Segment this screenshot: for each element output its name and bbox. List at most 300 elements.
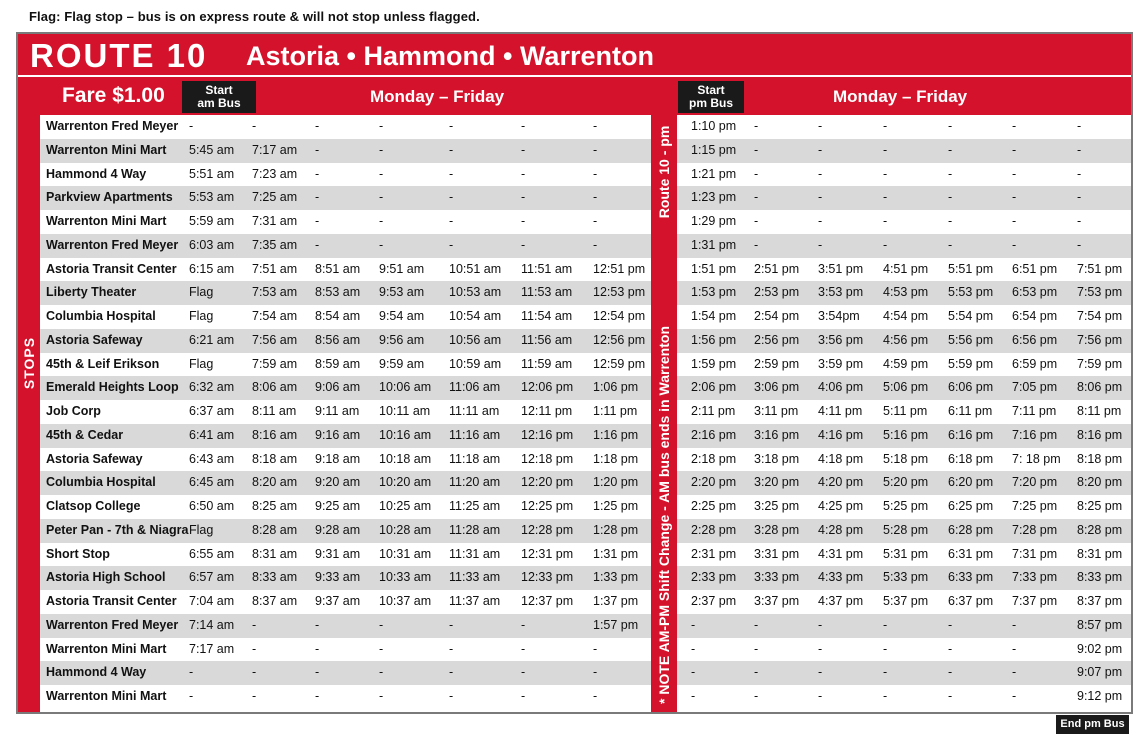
am-time-cell: - [449, 190, 454, 205]
pm-time-cell: 2:31 pm [691, 546, 737, 561]
table-row [40, 115, 1131, 139]
pm-time-cell: 2:25 pm [691, 499, 737, 513]
am-time-cell: 8:54 am [315, 309, 361, 323]
am-time-cell: 1:16 pm [593, 427, 639, 442]
am-time-cell: 10:25 am [379, 499, 432, 513]
stop-name: Astoria Transit Center [46, 261, 177, 276]
table-row [40, 685, 1131, 709]
am-time-cell: 6:45 am [189, 475, 235, 490]
am-time-cell: - [379, 641, 384, 656]
stop-name: Astoria Safeway [46, 451, 143, 466]
pm-time-cell: 3:18 pm [754, 451, 800, 466]
am-time-cell: - [449, 641, 454, 656]
am-time-cell: 12:31 pm [521, 546, 574, 561]
pm-time-cell: - [1012, 237, 1017, 252]
pm-time-cell: 1:59 pm [691, 356, 737, 371]
am-time-cell: 6:43 am [189, 451, 235, 466]
pm-time-cell: 8:33 pm [1077, 570, 1123, 585]
am-time-cell: Flag [189, 309, 214, 323]
am-time-cell: 7:25 am [252, 190, 298, 205]
am-time-cell: 6:50 am [189, 499, 235, 513]
am-time-cell: Flag [189, 285, 214, 300]
table-row [40, 400, 1131, 424]
pm-time-cell: - [818, 689, 823, 703]
stop-name: Hammond 4 Way [46, 665, 147, 680]
pm-time-cell: - [883, 665, 888, 680]
am-time-cell: - [521, 237, 526, 252]
pm-time-cell: 7:16 pm [1012, 427, 1058, 442]
am-time-cell: 6:57 am [189, 570, 235, 585]
am-time-cell: 10:51 am [449, 261, 502, 276]
stops-band [18, 115, 40, 712]
pm-time-cell: 7:51 pm [1077, 261, 1123, 276]
pm-time-cell: - [818, 641, 823, 656]
am-time-cell: - [521, 166, 526, 181]
pm-time-cell: - [1012, 190, 1017, 205]
pm-time-cell: 1:15 pm [691, 142, 737, 157]
pm-time-cell: 3:11 pm [754, 404, 799, 418]
pm-time-cell: 7: 18 pm [1012, 451, 1061, 466]
pm-time-cell: 8:37 pm [1077, 594, 1123, 608]
pm-time-cell: 7:33 pm [1012, 570, 1058, 585]
am-time-cell: 9:33 am [315, 570, 361, 585]
pm-time-cell: 6:53 pm [1012, 285, 1058, 300]
am-time-cell: 9:53 am [379, 285, 425, 300]
pm-time-cell: 8:28 pm [1077, 522, 1123, 537]
stop-name: Warrenton Mini Mart [46, 142, 167, 157]
am-time-cell: 5:59 am [189, 214, 235, 228]
am-time-cell: - [315, 617, 320, 632]
pm-time-cell: - [948, 190, 953, 205]
pm-time-cell: 5:18 pm [883, 451, 929, 466]
pm-time-cell: 9:02 pm [1077, 641, 1123, 656]
pm-time-cell: 5:28 pm [883, 522, 929, 537]
pm-time-cell: 3:31 pm [754, 546, 800, 561]
pm-time-cell: 5:06 pm [883, 380, 929, 395]
am-time-cell: 11:06 am [449, 380, 501, 395]
am-time-cell: 10:31 am [379, 546, 432, 561]
table-row [40, 519, 1131, 543]
am-time-cell: 10:18 am [379, 451, 432, 466]
am-time-cell: 11:59 am [521, 356, 573, 371]
table-row [40, 448, 1131, 472]
pm-time-cell: 5:25 pm [883, 499, 929, 513]
stop-name: Peter Pan - 7th & Niagra [46, 522, 189, 537]
table-row [40, 471, 1131, 495]
start-pm-line1: Start [697, 83, 725, 97]
pm-time-cell: 4:18 pm [818, 451, 864, 466]
am-time-cell: 9:51 am [379, 261, 425, 276]
am-time-cell: 10:06 am [379, 380, 432, 395]
am-time-cell: 11:37 am [449, 594, 501, 608]
am-time-cell: - [379, 214, 384, 228]
pm-time-cell: - [1012, 617, 1017, 632]
pm-time-cell: - [883, 237, 888, 252]
am-time-cell: - [593, 214, 598, 228]
am-time-cell: 11:54 am [521, 309, 573, 323]
table-row [40, 186, 1131, 210]
am-time-cell: 12:37 pm [521, 594, 574, 608]
pm-time-cell: - [883, 190, 888, 205]
am-time-cell: 7:59 am [252, 356, 298, 371]
column-header [18, 77, 1131, 115]
am-time-cell: 11:56 am [521, 332, 573, 347]
am-time-cell: 9:11 am [315, 404, 360, 418]
stop-name: Job Corp [46, 404, 101, 418]
route-towns: Astoria • Hammond • Warrenton [246, 41, 654, 71]
pm-time-cell: 7:25 pm [1012, 499, 1058, 513]
am-time-cell: 8:37 am [252, 594, 298, 608]
pm-time-cell: - [754, 166, 759, 181]
am-time-cell: 11:51 am [521, 261, 573, 276]
days-pm-label: Monday – Friday [833, 87, 968, 106]
note-route-pm: Route 10 - pm [656, 125, 672, 219]
pm-time-cell: - [883, 119, 888, 133]
pm-time-cell: 6:37 pm [948, 594, 994, 608]
am-time-cell: 9:28 am [315, 522, 361, 537]
pm-time-cell: 4:54 pm [883, 309, 929, 323]
am-time-cell: 9:59 am [379, 356, 425, 371]
pm-time-cell: 5:11 pm [883, 404, 928, 418]
pm-time-cell: - [754, 142, 759, 157]
pm-time-cell: 2:18 pm [691, 451, 737, 466]
am-time-cell: 10:56 am [449, 332, 502, 347]
stops-label: STOPS [21, 336, 37, 390]
pm-time-cell: 9:12 pm [1077, 689, 1123, 703]
am-time-cell: 7:53 am [252, 285, 298, 300]
pm-time-cell: 5:53 pm [948, 285, 994, 300]
pm-time-cell: 5:51 pm [948, 261, 994, 276]
stop-name: Astoria High School [46, 570, 166, 585]
am-time-cell: 7:23 am [252, 166, 298, 181]
pm-time-cell: 2:28 pm [691, 522, 737, 537]
pm-time-cell: 7:31 pm [1012, 546, 1058, 561]
pm-time-cell: 4:31 pm [818, 546, 864, 561]
pm-time-cell: 3:33 pm [754, 570, 800, 585]
end-pm-bus-label: End pm Bus [1056, 715, 1129, 734]
am-time-cell: 6:41 am [189, 427, 235, 442]
table-row [40, 661, 1131, 685]
am-time-cell: 6:21 am [189, 332, 235, 347]
am-time-cell: 7:51 am [252, 261, 298, 276]
pm-time-cell: 1:53 pm [691, 285, 737, 300]
table-row [40, 329, 1131, 353]
am-time-cell: 12:16 pm [521, 427, 574, 442]
pm-time-cell: - [1012, 214, 1017, 228]
am-time-cell: - [315, 119, 320, 133]
am-time-cell: - [521, 617, 526, 632]
am-time-cell: 8:16 am [252, 427, 298, 442]
pm-time-cell: - [1077, 142, 1082, 157]
pm-time-cell: - [818, 166, 823, 181]
days-am-label: Monday – Friday [370, 87, 505, 106]
pm-time-cell: 1:29 pm [691, 214, 737, 228]
am-time-cell: 6:15 am [189, 261, 235, 276]
am-time-cell: 5:53 am [189, 190, 235, 205]
am-time-cell: 12:18 pm [521, 451, 574, 466]
pm-time-cell: 8:31 pm [1077, 546, 1123, 561]
pm-time-cell: - [754, 689, 759, 703]
table-row [40, 163, 1131, 187]
table-row [40, 376, 1131, 400]
am-time-cell: - [252, 119, 257, 133]
am-time-cell: - [593, 190, 598, 205]
pm-time-cell: - [1077, 214, 1082, 228]
pm-time-cell: 6:18 pm [948, 451, 994, 466]
am-time-cell: 1:06 pm [593, 380, 639, 395]
am-time-cell: 7:54 am [252, 309, 298, 323]
am-time-cell: - [593, 237, 598, 252]
start-am-bus-label [182, 81, 256, 113]
pm-time-cell: - [948, 617, 953, 632]
am-time-cell: 12:51 pm [593, 261, 646, 276]
am-time-cell: 10:33 am [379, 570, 432, 585]
am-time-cell: - [252, 665, 257, 680]
table-row [40, 638, 1131, 662]
pm-time-cell: 7:05 pm [1012, 380, 1058, 395]
table-row [40, 305, 1131, 329]
pm-time-cell: 8:20 pm [1077, 475, 1123, 490]
pm-time-cell: - [691, 641, 696, 656]
am-time-cell: 8:11 am [252, 404, 297, 418]
stop-name: Liberty Theater [46, 285, 137, 300]
pm-time-cell: 1:23 pm [691, 190, 737, 205]
pm-time-cell: - [883, 689, 888, 703]
pm-time-cell: - [754, 641, 759, 656]
am-time-cell: 6:32 am [189, 380, 235, 395]
schedule-frame [16, 32, 1133, 714]
am-time-cell: 1:11 pm [593, 404, 638, 418]
pm-time-cell: - [818, 190, 823, 205]
stop-name: Emerald Heights Loop [46, 380, 179, 395]
pm-time-cell: - [818, 617, 823, 632]
table-row [40, 353, 1131, 377]
pm-time-cell: - [818, 142, 823, 157]
am-time-cell: 12:54 pm [593, 309, 646, 323]
am-time-cell: 11:16 am [449, 427, 501, 442]
pm-time-cell: 4:20 pm [818, 475, 864, 490]
start-pm-bus-label [678, 81, 744, 113]
am-time-cell: - [379, 617, 384, 632]
pm-time-cell: 2:56 pm [754, 332, 800, 347]
pm-time-cell: 4:16 pm [818, 427, 864, 442]
am-time-cell: - [315, 237, 320, 252]
stop-name: Clatsop College [46, 499, 141, 513]
stop-name: Columbia Hospital [46, 309, 156, 323]
pm-time-cell: 5:31 pm [883, 546, 929, 561]
pm-time-cell: 3:06 pm [754, 380, 800, 395]
pm-time-cell: 6:11 pm [948, 404, 993, 418]
stop-name: 45th & Cedar [46, 427, 124, 442]
pm-time-cell: 6:59 pm [1012, 356, 1058, 371]
pm-time-cell: 3:37 pm [754, 594, 800, 608]
am-time-cell: 12:56 pm [593, 332, 646, 347]
am-time-cell: - [252, 689, 257, 703]
pm-time-cell: 3:51 pm [818, 261, 864, 276]
am-time-cell: 11:53 am [521, 285, 573, 300]
am-time-cell: - [252, 641, 257, 656]
pm-time-cell: - [948, 142, 953, 157]
am-time-cell: 10:11 am [379, 404, 431, 418]
am-time-cell: 7:04 am [189, 594, 235, 608]
pm-time-cell: - [883, 641, 888, 656]
pm-time-cell: 8:57 pm [1077, 617, 1123, 632]
stop-name: Hammond 4 Way [46, 166, 147, 181]
pm-time-cell: 3:16 pm [754, 427, 800, 442]
pm-time-cell: - [1012, 166, 1017, 181]
am-time-cell: 8:06 am [252, 380, 298, 395]
pm-time-cell: 9:07 pm [1077, 665, 1123, 680]
am-time-cell: 12:06 pm [521, 380, 574, 395]
am-time-cell: - [189, 689, 194, 703]
am-time-cell: 7:14 am [189, 617, 235, 632]
am-time-cell: - [521, 665, 526, 680]
stop-name: Warrenton Fred Meyer [46, 617, 179, 632]
pm-time-cell: - [754, 665, 759, 680]
am-time-cell: - [593, 142, 598, 157]
pm-time-cell: 2:54 pm [754, 309, 800, 323]
pm-time-cell: 2:11 pm [691, 404, 736, 418]
flag-stop-note: Flag: Flag stop – bus is on express route & will not stop unless flagged. [29, 9, 480, 24]
table-row [40, 495, 1131, 519]
am-time-cell: - [379, 665, 384, 680]
am-time-cell: 1:57 pm [593, 617, 639, 632]
pm-time-cell: 6:51 pm [1012, 261, 1058, 276]
pm-time-cell: - [818, 119, 823, 133]
pm-time-cell: 7:37 pm [1012, 594, 1058, 608]
pm-time-cell: 2:16 pm [691, 427, 737, 442]
pm-time-cell: - [948, 237, 953, 252]
am-time-cell: Flag [189, 356, 214, 371]
am-time-cell: - [449, 237, 454, 252]
am-time-cell: 8:59 am [315, 356, 361, 371]
stop-name: 45th & Leif Erikson [46, 356, 160, 371]
start-am-line2: am Bus [197, 96, 241, 110]
stop-name: Warrenton Mini Mart [46, 641, 167, 656]
am-time-cell: 7:31 am [252, 214, 298, 228]
am-time-cell: - [379, 119, 384, 133]
pm-time-cell: 1:10 pm [691, 119, 737, 133]
pm-time-cell: 2:53 pm [754, 285, 800, 300]
pm-time-cell: - [1012, 689, 1017, 703]
schedule-rows [40, 115, 1131, 709]
am-time-cell: - [521, 190, 526, 205]
pm-time-cell: 3:59 pm [818, 356, 864, 371]
am-time-cell: 6:37 am [189, 404, 235, 418]
am-time-cell: 10:16 am [379, 427, 432, 442]
pm-time-cell: - [818, 214, 823, 228]
pm-time-cell: 6:54 pm [1012, 309, 1058, 323]
am-time-cell: - [521, 119, 526, 133]
am-time-cell: 9:31 am [315, 546, 361, 561]
pm-time-cell: - [1012, 641, 1017, 656]
pm-time-cell: 6:06 pm [948, 380, 994, 395]
am-time-cell: 8:28 am [252, 522, 298, 537]
am-time-cell: - [315, 214, 320, 228]
pm-time-cell: - [883, 142, 888, 157]
note-band [651, 115, 677, 712]
am-time-cell: - [379, 142, 384, 157]
am-time-cell: 7:56 am [252, 332, 298, 347]
am-time-cell: 11:31 am [449, 546, 501, 561]
table-row [40, 614, 1131, 638]
pm-time-cell: - [883, 214, 888, 228]
pm-time-cell: 7:56 pm [1077, 332, 1123, 347]
pm-time-cell: 4:59 pm [883, 356, 929, 371]
am-time-cell: 8:53 am [315, 285, 361, 300]
am-time-cell: 7:17 am [189, 641, 235, 656]
pm-time-cell: - [883, 617, 888, 632]
pm-time-cell: 7:20 pm [1012, 475, 1058, 490]
am-time-cell: - [379, 190, 384, 205]
pm-time-cell: 8:25 pm [1077, 499, 1123, 513]
am-time-cell: 7:17 am [252, 142, 298, 157]
pm-time-cell: - [948, 166, 953, 181]
am-time-cell: 6:03 am [189, 237, 235, 252]
am-time-cell: 8:33 am [252, 570, 298, 585]
pm-time-cell: - [691, 689, 696, 703]
am-time-cell: 1:20 pm [593, 475, 639, 490]
pm-time-cell: 8:06 pm [1077, 380, 1123, 395]
stop-name: Short Stop [46, 546, 110, 561]
am-time-cell: 12:59 pm [593, 356, 646, 371]
pm-time-cell: 4:28 pm [818, 522, 864, 537]
stop-name: Astoria Safeway [46, 332, 143, 347]
pm-time-cell: - [948, 665, 953, 680]
pm-time-cell: 4:56 pm [883, 332, 929, 347]
am-time-cell: - [315, 665, 320, 680]
pm-time-cell: - [883, 166, 888, 181]
pm-time-cell: 7:53 pm [1077, 285, 1123, 300]
table-row [40, 139, 1131, 163]
stop-name: Warrenton Fred Meyer [46, 119, 179, 133]
am-time-cell: 8:51 am [315, 261, 361, 276]
am-time-cell: 9:56 am [379, 332, 425, 347]
table-row [40, 543, 1131, 567]
am-time-cell: - [593, 641, 598, 656]
pm-time-cell: - [948, 689, 953, 703]
pm-time-cell: 2:59 pm [754, 356, 800, 371]
pm-time-cell: 4:25 pm [818, 499, 864, 513]
am-time-cell: - [189, 665, 194, 680]
pm-time-cell: 7:54 pm [1077, 309, 1123, 323]
pm-time-cell: 6:20 pm [948, 475, 994, 490]
pm-time-cell: - [754, 237, 759, 252]
am-time-cell: 8:20 am [252, 475, 298, 490]
pm-time-cell: - [948, 119, 953, 133]
pm-time-cell: 1:54 pm [691, 309, 737, 323]
start-am-line1: Start [205, 83, 233, 97]
am-time-cell: 12:20 pm [521, 475, 574, 490]
pm-time-cell: - [948, 214, 953, 228]
pm-time-cell: 3:53 pm [818, 285, 864, 300]
pm-time-cell: 4:53 pm [883, 285, 929, 300]
am-time-cell: - [379, 689, 384, 703]
am-time-cell: - [379, 166, 384, 181]
am-time-cell: - [252, 617, 257, 632]
am-time-cell: 5:51 am [189, 166, 235, 181]
am-time-cell: - [593, 166, 598, 181]
am-time-cell: - [449, 214, 454, 228]
pm-time-cell: - [1012, 119, 1017, 133]
pm-time-cell: 5:16 pm [883, 427, 929, 442]
pm-time-cell: - [818, 665, 823, 680]
pm-time-cell: - [1077, 237, 1082, 252]
pm-time-cell: - [1077, 119, 1082, 133]
am-time-cell: 9:16 am [315, 427, 361, 442]
note-shift-change: * NOTE AM-PM Shift Change - AM bus ends in Warrenton [656, 326, 672, 704]
pm-time-cell: 1:31 pm [691, 237, 737, 252]
